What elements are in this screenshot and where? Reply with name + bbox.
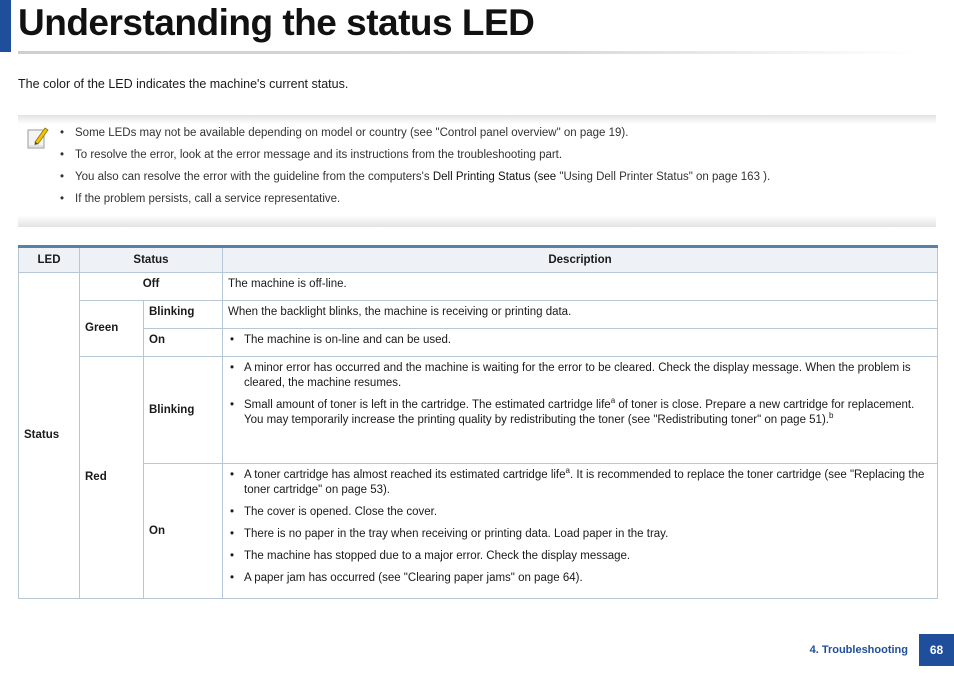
description-red-blinking [223, 357, 938, 464]
table-header-row [19, 247, 938, 273]
header-status: Status [80, 247, 223, 273]
footer-section-label: 4. Troubleshooting [809, 644, 908, 656]
description-off: The machine is off-line. [223, 273, 938, 301]
footnote-marker: a [610, 396, 616, 406]
page-title: Understanding the status LED [18, 2, 535, 43]
status-red-on: On [144, 464, 223, 599]
table-row [19, 301, 938, 329]
list-item: • The machine has stopped due to a major error. Check the display message. [228, 549, 932, 564]
list-item: • The machine is on-line and can be used. [228, 333, 932, 348]
table-row [19, 273, 938, 301]
title-divider [18, 51, 918, 54]
status-green-on: On [144, 329, 223, 357]
status-green-blinking: Blinking [144, 301, 223, 329]
note-text: You also can resolve the error with the guideline from the computers's [75, 171, 433, 183]
list-item-text: of toner is close. Prepare a new cartridge for replacement. You may temporarily increase the printing quality by redistributing the toner (see "Redistributing toner" on page 51). [244, 399, 915, 426]
led-group-cell: Status [19, 273, 80, 599]
note-item: • If the problem persists, call a service representative. [60, 192, 770, 206]
header-description: Description [223, 247, 938, 273]
list-item: • There is no paper in the tray when receiving or printing data. Load paper in the tray. [228, 527, 932, 542]
note-reference: "Using Dell Printer Status" on page 163 ). [559, 171, 771, 183]
list-item: • A minor error has occurred and the machine is waiting for the error to be cleared. Check the display message. When the problem is cleared, the machine resumes. [228, 361, 932, 391]
description-green-blinking: When the backlight blinks, the machine is receiving or printing data. [223, 301, 938, 329]
note-item: • Some LEDs may not be available depending on model or country (see "Control panel overview" on page 19). [60, 126, 770, 140]
color-green: Green [80, 301, 144, 357]
table-row [19, 464, 938, 599]
page-number-badge: 68 [919, 634, 954, 666]
list-item-text: A toner cartridge has almost reached its estimated cartridge life [244, 469, 566, 481]
footnote-marker: a [565, 466, 570, 476]
intro-text: The color of the LED indicates the machine's current status. [18, 77, 349, 91]
list-item: • A paper jam has occurred (see "Clearing paper jams" on page 64). [228, 571, 932, 586]
list-item [228, 468, 932, 498]
table-row [19, 357, 938, 464]
list-item [228, 398, 932, 428]
footnote-marker: b [828, 411, 834, 421]
title-accent-bar [0, 0, 11, 52]
status-red-blinking: Blinking [144, 357, 223, 464]
table-row [19, 329, 938, 357]
description-green-on [223, 329, 938, 357]
program-name: Dell Printing Status (see [432, 171, 560, 183]
note-item: • To resolve the error, look at the error message and its instructions from the troubleshooting part. [60, 148, 770, 162]
note-list [60, 126, 770, 214]
list-item-text: Small amount of toner is left in the cartridge. The estimated cartridge life [244, 399, 611, 411]
note-item [60, 170, 770, 184]
pencil-note-icon [26, 125, 50, 151]
note-box [18, 115, 936, 227]
list-item-text: . It is recommended to replace the toner cartridge (see "Replacing the toner cartridge" on page 53). [244, 469, 925, 496]
led-status-table [18, 245, 938, 599]
description-red-on [223, 464, 938, 599]
color-red: Red [80, 357, 144, 599]
list-item: • The cover is opened. Close the cover. [228, 505, 932, 520]
status-off: Off [80, 273, 223, 301]
header-led: LED [19, 247, 80, 273]
